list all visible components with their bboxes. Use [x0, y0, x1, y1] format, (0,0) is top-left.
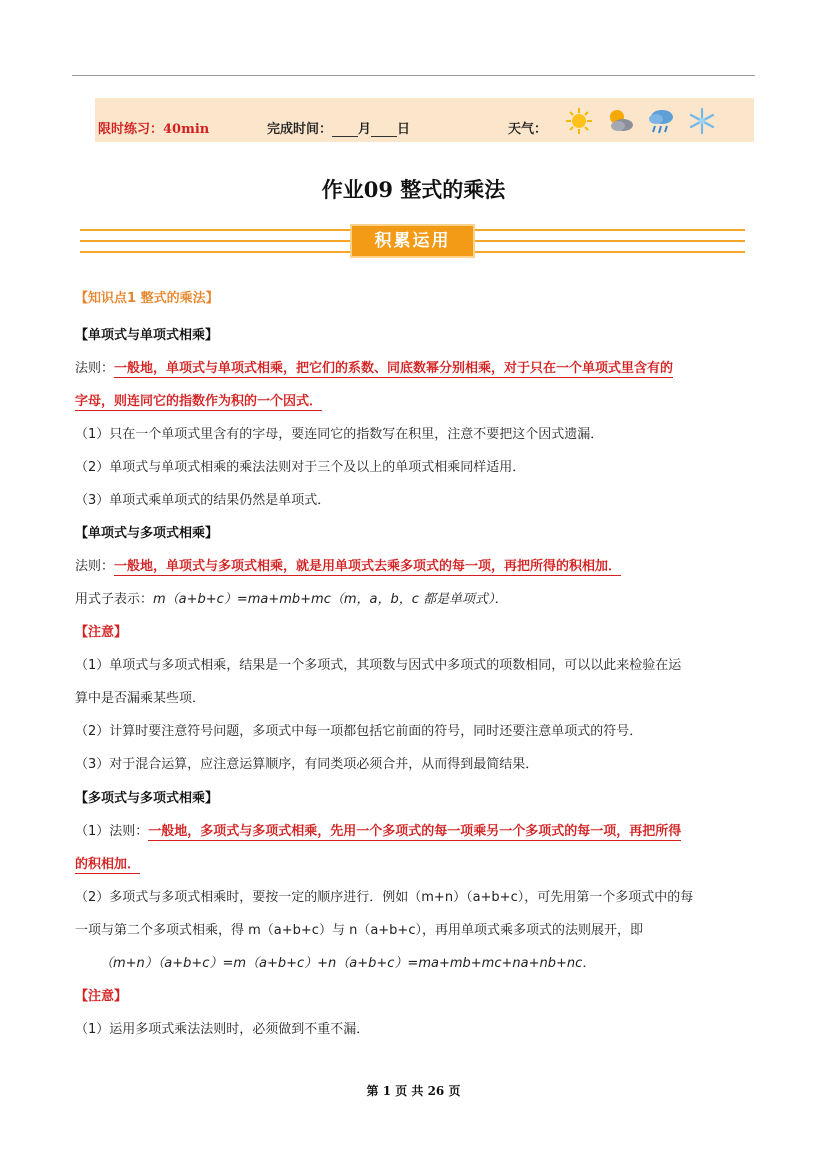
rule-mono-mono-line1	[75, 360, 755, 378]
note-line: （1）运用多项式乘法法则时，必须做到不重不漏．	[75, 1022, 370, 1037]
rule-text: 的积相加．	[75, 857, 141, 872]
heading-poly-poly: 【多项式与多项式相乘】	[75, 791, 219, 806]
rule-prefix: 法则：	[75, 559, 115, 574]
formula: m（a+b+c）=ma+mb+mc（m，a，b，c 都是单项式）．	[153, 592, 508, 607]
time-limit: 限时练习：40min	[98, 122, 210, 137]
section-badge: 积累运用	[350, 224, 475, 258]
heading-mono-poly: 【单项式与多项式相乘】	[75, 526, 219, 541]
rule-text: 字母，则连同它的指数作为积的一个因式．	[75, 394, 323, 409]
month-label: 月	[358, 122, 372, 137]
rule-poly-poly-line1	[75, 823, 755, 841]
weather-label: 天气：	[508, 122, 548, 137]
finish-time-label: 完成时间：	[267, 122, 333, 137]
rule-mono-poly	[75, 558, 755, 576]
month-blank	[332, 124, 358, 137]
sun-icon	[564, 106, 594, 136]
note-line: 算中是否漏乘某些项．	[75, 691, 206, 706]
knowledge-point-heading: 【知识点1 整式的乘法】	[75, 291, 219, 306]
rule-prefix: （1）法则：	[75, 824, 149, 839]
note-line: （2）计算时要注意符号问题，多项式中每一项都包括它前面的符号，同时还要注意单项式的符号．	[75, 724, 643, 739]
note-line: （1）只在一个单项式里含有的字母，要连同它的指数写在积里，注意不要把这个因式遗漏．	[75, 427, 604, 442]
finish-time	[267, 118, 410, 137]
rule-mono-mono-line2	[75, 393, 755, 411]
rule-prefix: 法则：	[75, 361, 115, 376]
snowflake-icon	[687, 106, 717, 136]
formula-prefix: 用式子表示：	[75, 592, 154, 607]
rule-text: 一般地，多项式与多项式相乘，先用一个多项式的每一项乘另一个多项式的每一项，再把所得	[148, 824, 682, 839]
rule-poly-poly-line2	[75, 856, 755, 874]
header-banner	[95, 98, 754, 142]
day-label: 日	[397, 122, 411, 137]
rule-text: 一般地，单项式与单项式相乘，把它们的系数、同底数幂分别相乘，对于只在一个单项式里含有的	[114, 361, 674, 376]
heading-mono-mono: 【单项式与单项式相乘】	[75, 328, 219, 343]
note-line: （1）单项式与多项式相乘，结果是一个多项式，其项数与因式中多项式的项数相同，可以以此来检验在运	[75, 658, 682, 673]
formula-line	[75, 591, 755, 609]
page-title: 作业09 整式的乘法	[321, 177, 506, 202]
rule-text: 一般地，单项式与多项式相乘，就是用单项式去乘多项式的每一项，再把所得的积相加．	[114, 559, 622, 574]
top-rule	[72, 75, 755, 76]
day-blank	[371, 124, 397, 137]
page-footer: 第 1 页 共 26 页	[366, 1084, 461, 1098]
expansion-formula: （m+n）（a+b+c）=m（a+b+c）+n（a+b+c）=ma+mb+mc+na+nb+nc．	[100, 956, 596, 971]
note-line: （2）单项式与单项式相乘的乘法法则对于三个及以上的单项式相乘同样适用．	[75, 460, 526, 475]
notice-heading: 【注意】	[75, 989, 128, 1004]
paragraph-line: （2）多项式与多项式相乘时，要按一定的顺序进行．例如（m+n）（a+b+c），可先用第一个多项式中的每	[75, 890, 694, 905]
note-line: （3）单项式乘单项式的结果仍然是单项式．	[75, 493, 331, 508]
partly-cloudy-icon	[605, 106, 635, 136]
rain-cloud-icon	[646, 106, 676, 136]
notice-heading: 【注意】	[75, 625, 128, 640]
paragraph-line: 一项与第二个多项式相乘，得 m（a+b+c）与 n（a+b+c），再用单项式乘多项式的法则展开，即	[75, 923, 643, 938]
note-line: （3）对于混合运算，应注意运算顺序，有同类项必须合并，从而得到最简结果．	[75, 757, 539, 772]
